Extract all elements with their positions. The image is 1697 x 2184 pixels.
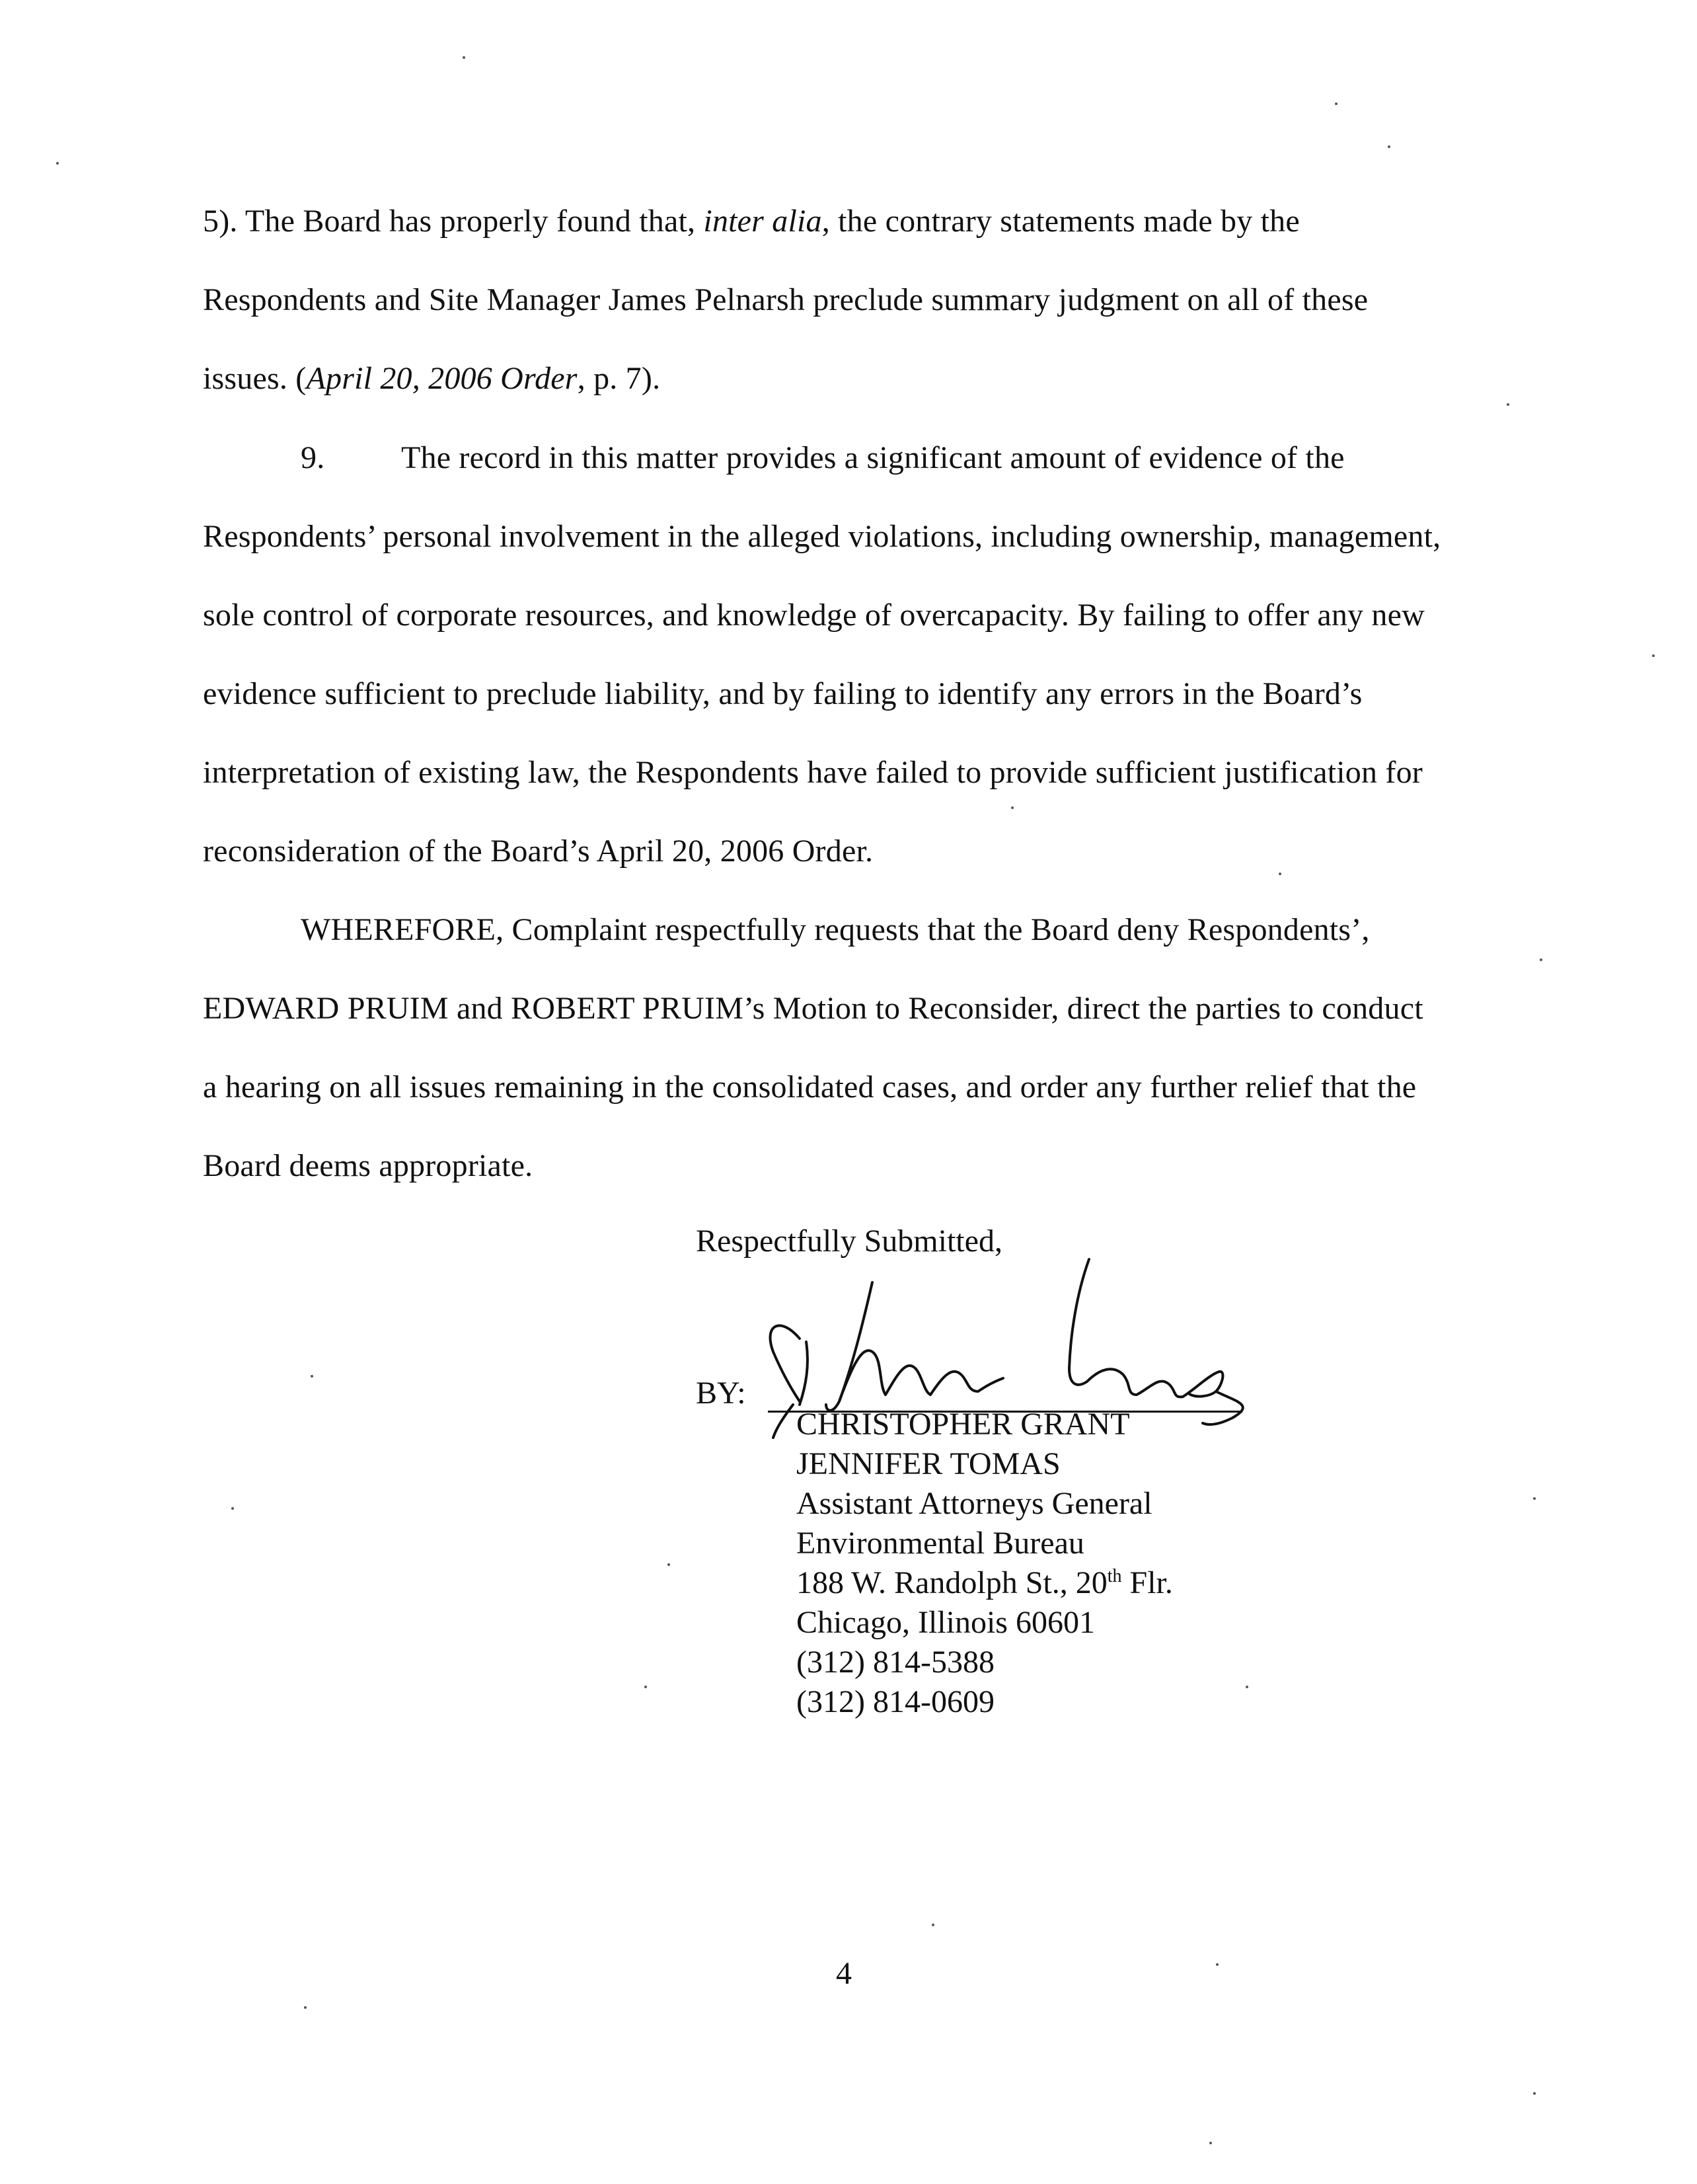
body-line-12: a hearing on all issues remaining in the consolidated cases, and order any further relief that the [203,1070,1417,1105]
by-label: BY: [696,1376,746,1411]
body-line-2: Respondents and Site Manager James Pelnarsh preclude summary judgment on all of these [203,282,1369,317]
body-line-1-text-end: , the contrary statements made by the [821,204,1300,239]
body-line-1 [203,202,1300,241]
street-address-text-end: Flr. [1121,1565,1173,1600]
phone-number-2: (312) 814-0609 [796,1684,995,1719]
scan-speck [1246,1686,1248,1688]
scan-speck [56,162,59,165]
scan-speck [1335,102,1338,105]
closing-text: Respectfully Submitted, [696,1224,1002,1259]
scan-speck [311,1375,313,1378]
scan-speck [1652,654,1655,657]
body-line-4: The record in this matter provides a significant amount of evidence of the [401,440,1345,475]
scan-speck [1011,806,1014,809]
scan-speck [463,56,465,59]
street-address [796,1563,1173,1603]
body-line-1-text: 5). The Board has properly found that, [203,204,704,239]
scan-speck [1507,403,1509,406]
body-line-3 [203,359,660,399]
scan-speck [1533,2092,1536,2095]
attorney-title: Assistant Attorneys General [796,1486,1152,1521]
body-line-5: Respondents’ personal involvement in the alleged violations, including ownership, management, [203,519,1441,554]
body-line-6: sole control of corporate resources, and knowledge of overcapacity. By failing to offer any new [203,598,1425,633]
body-line-7: evidence sufficient to preclude liability, and by failing to identify any errors in the Board’s [203,676,1363,711]
scan-speck [1540,958,1542,961]
phone-number-1: (312) 814-5388 [796,1645,995,1680]
scan-speck [1533,1497,1536,1500]
scan-speck [231,1507,234,1510]
attorney-name-2: JENNIFER TOMAS [796,1446,1061,1481]
body-line-3-text-end: , p. 7). [577,361,661,396]
attorney-name-1: CHRISTOPHER GRANT [796,1407,1130,1442]
city-state-zip: Chicago, Illinois 60601 [796,1605,1095,1640]
scan-speck [1279,873,1281,875]
scan-speck [1216,1963,1219,1966]
street-address-superscript: th [1107,1566,1122,1586]
scan-speck [1388,145,1390,148]
street-address-text: 188 W. Randolph St., 20 [796,1565,1108,1600]
body-line-11: EDWARD PRUIM and ROBERT PRUIM’s Motion to Reconsider, direct the parties to conduct [203,991,1423,1026]
body-line-3-text: issues. ( [203,361,307,396]
body-line-13: Board deems appropriate. [203,1148,533,1183]
bureau-name: Environmental Bureau [796,1526,1084,1561]
scan-speck [667,1563,670,1566]
body-line-1-italic: inter alia [703,204,822,239]
page-number: 4 [836,1956,852,1991]
body-line-8: interpretation of existing law, the Respondents have failed to provide sufficient justification for [203,755,1423,790]
scan-speck [304,2006,307,2009]
scan-speck [1209,2142,1212,2144]
body-line-3-italic: April 20, 2006 Order [306,361,578,396]
body-line-9: reconsideration of the Board’s April 20, 2006 Order. [203,834,874,869]
body-line-10: WHEREFORE, Complaint respectfully requests that the Board deny Respondents’, [301,912,1370,947]
paragraph-number-9: 9. [301,440,325,475]
scan-speck [644,1686,647,1688]
scan-speck [932,1924,934,1926]
